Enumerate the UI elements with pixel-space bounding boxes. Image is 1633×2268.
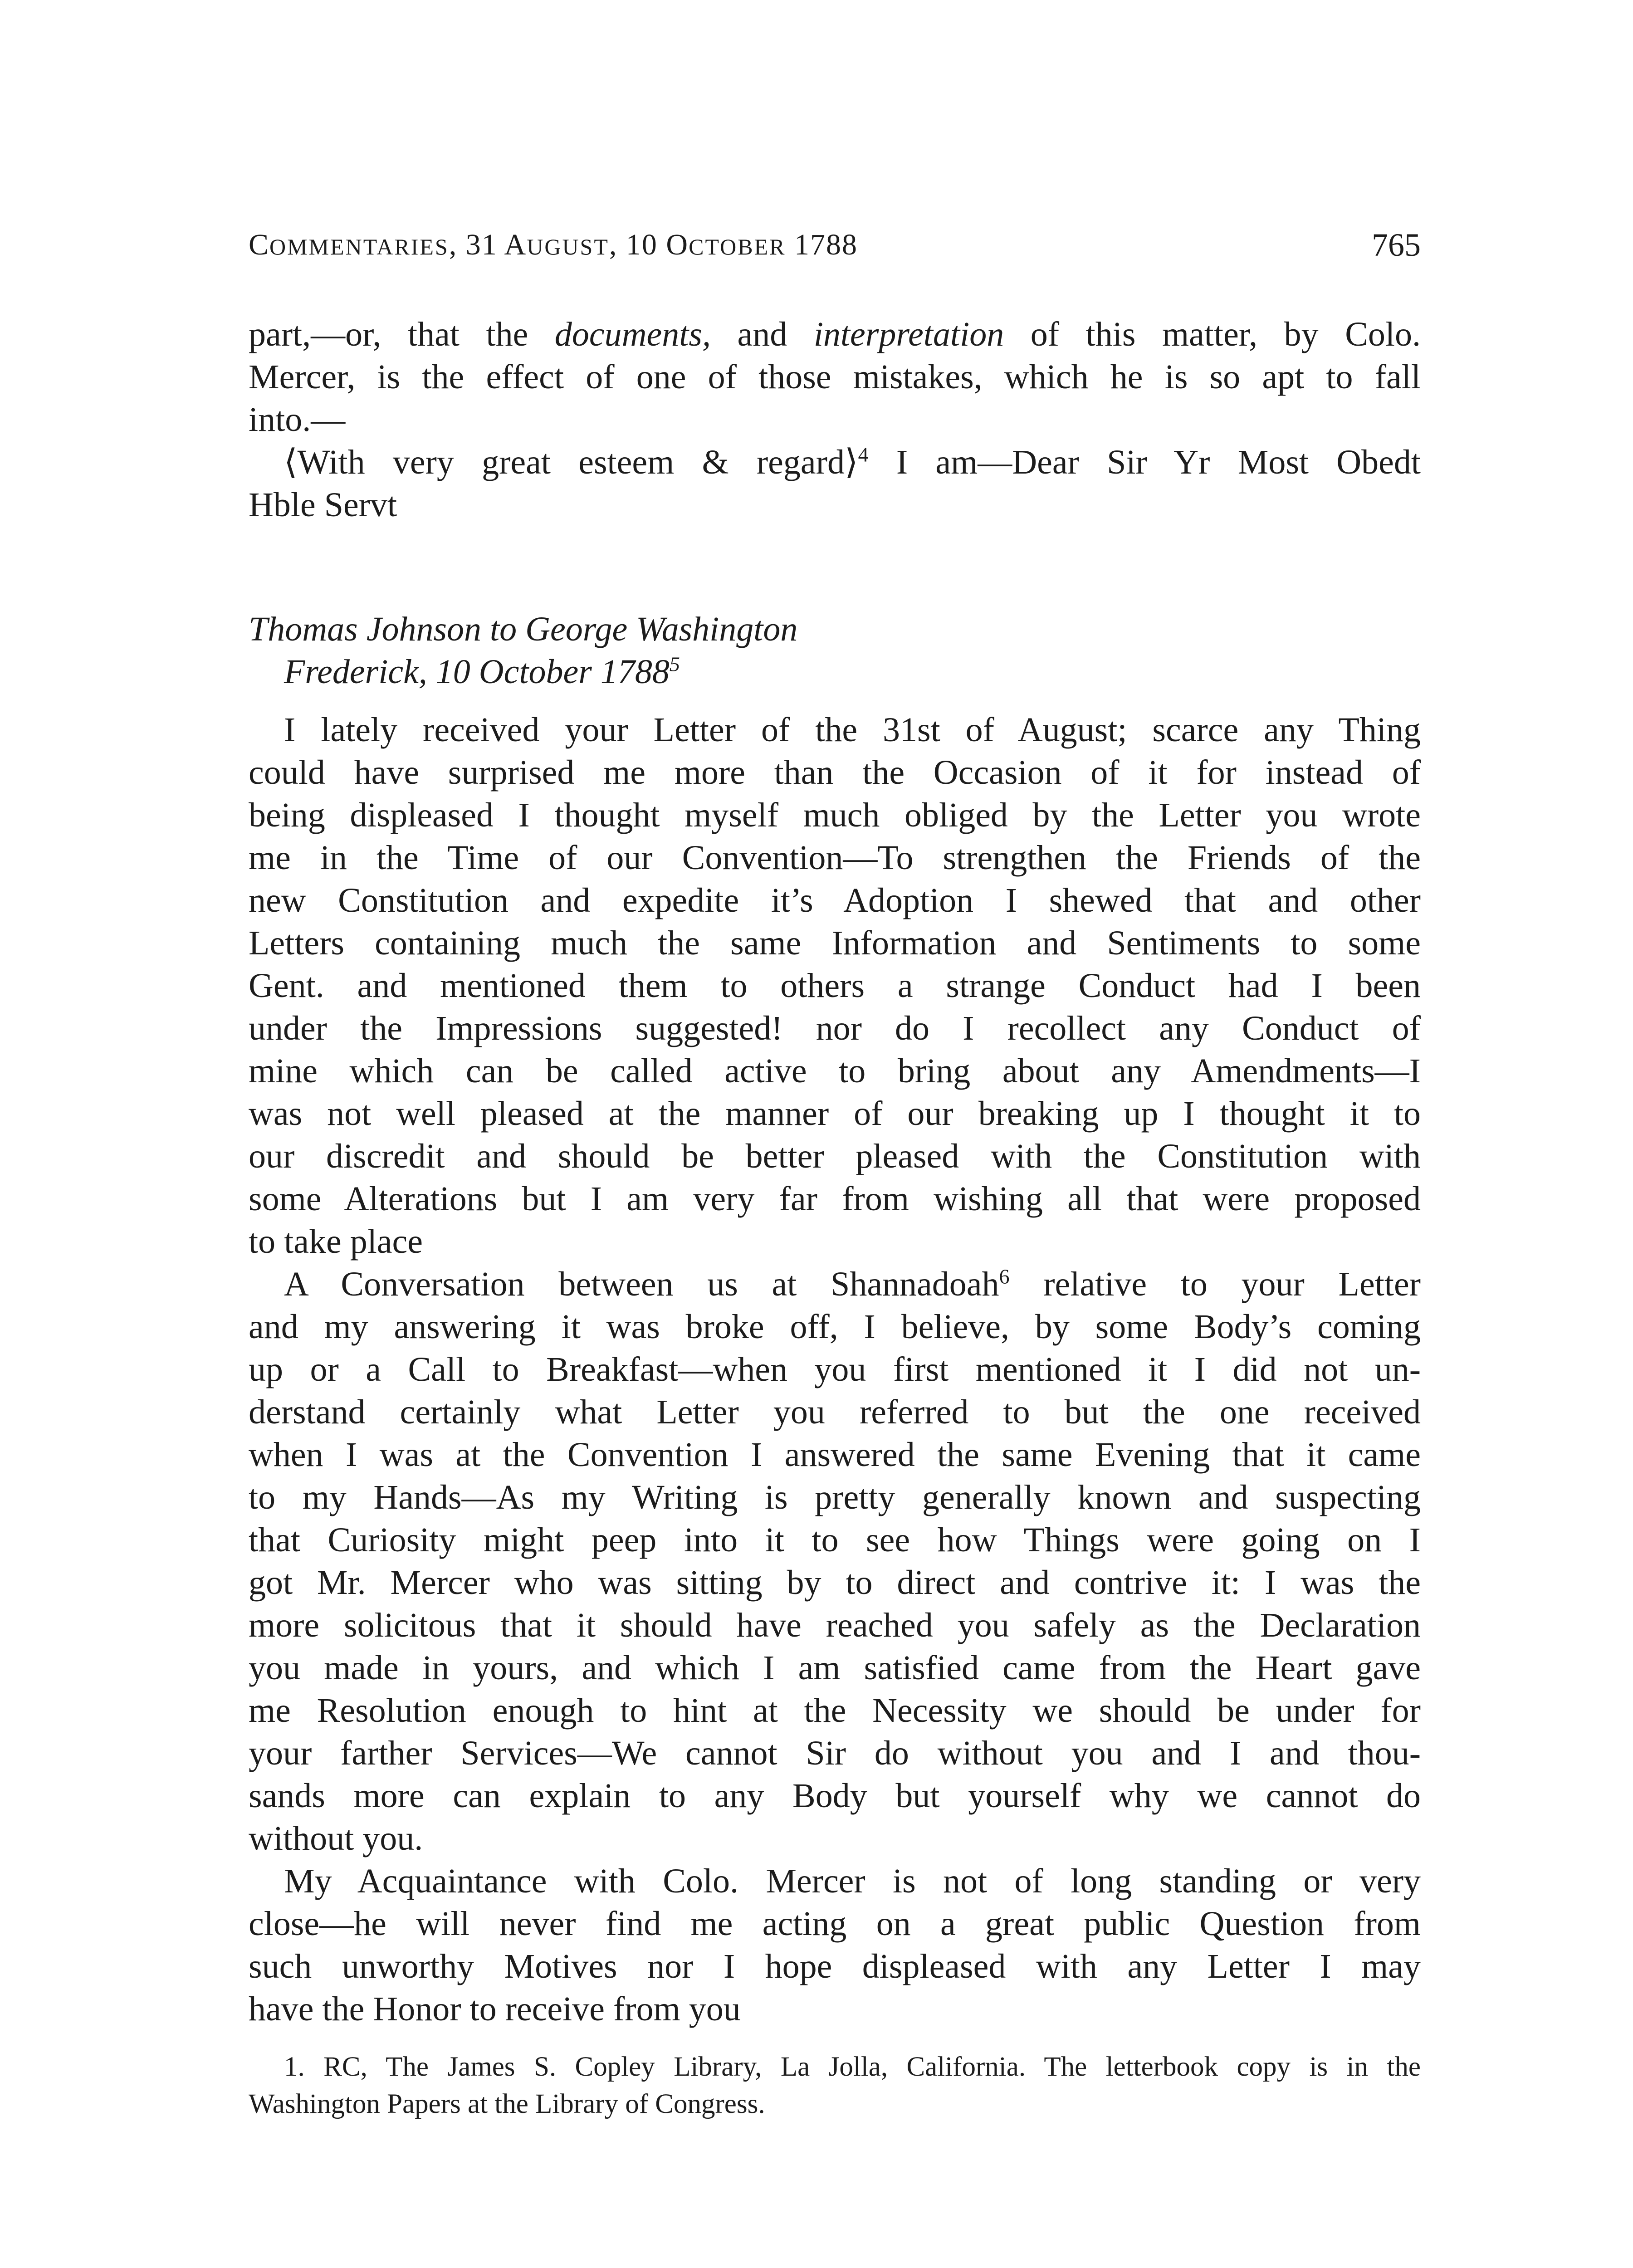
page-number: 765 xyxy=(1372,227,1421,263)
valediction: ⟨With very great esteem & regard⟩$^4$ I am—Dear Sir Yr Most Obedt xyxy=(284,443,1421,481)
text-line: into.— xyxy=(249,401,346,439)
text-line: more solicitous that it should have reached you safely as the Declaration xyxy=(249,1606,1421,1644)
paragraph-2 xyxy=(249,1263,1421,1860)
text-line: me in the Time of our Convention—To strengthen the Friends of the xyxy=(249,839,1421,877)
text-line: our discredit and should be better pleased with the Constitution with xyxy=(249,1137,1421,1175)
text-line: sands more can explain to any Body but yourself why we cannot do xyxy=(249,1777,1421,1815)
running-head xyxy=(249,218,1421,272)
previous-letter-closing xyxy=(249,313,1421,526)
letter-title: Thomas Johnson to George Washington xyxy=(249,610,798,648)
text-line: up or a Call to Breakfast—when you first mentioned it I did not un- xyxy=(249,1350,1421,1388)
text-line: new Constitution and expedite it’s Adoption I shewed that and other xyxy=(249,881,1421,919)
text-line: you made in yours, and which I am satisfied came from the Heart gave xyxy=(249,1649,1421,1687)
text-line: me Resolution enough to hint at the Necessity we should be under for xyxy=(249,1691,1421,1730)
text-line: some Alterations but I am very far from wishing all that were proposed xyxy=(249,1180,1421,1218)
text-line: without you. xyxy=(249,1819,423,1857)
note-reference: 5 xyxy=(669,652,680,676)
text-line: derstand certainly what Letter you referred to but the one received xyxy=(249,1393,1421,1431)
text-line: your farther Services—We cannot Sir do without you and I and thou- xyxy=(249,1734,1421,1772)
text-line: under the Impressions suggested! nor do I recollect any Conduct of xyxy=(249,1009,1421,1047)
text-line: My Acquaintance with Colo. Mercer is not of long standing or very xyxy=(284,1862,1421,1900)
text-line: Mercer, is the effect of one of those mistakes, which he is so apt to fall xyxy=(249,358,1421,396)
text-line: A Conversation between us at Shannadoah$^6$ relative to your Letter xyxy=(284,1265,1421,1303)
letter-heading xyxy=(249,608,1421,693)
text-line: to take place xyxy=(249,1222,423,1261)
text-line: and my answering it was broke off, I believe, by some Body’s coming xyxy=(249,1308,1421,1346)
text-line: being displeased I thought myself much obliged by the Letter you wrote xyxy=(249,796,1421,834)
footnote xyxy=(249,2048,1421,2123)
valediction-end: Hble Servt xyxy=(249,486,397,524)
paragraph-3 xyxy=(249,1860,1421,2030)
note-reference: 4 xyxy=(858,443,869,466)
text-line: Gent. and mentioned them to others a strange Conduct had I been xyxy=(249,967,1421,1005)
text-line: mine which can be called active to bring about any Amendments—I xyxy=(249,1052,1421,1090)
letter-dateline: Frederick, 10 October 1788$^5$ xyxy=(284,652,680,691)
text-line: Letters containing much the same Information and Sentiments to some xyxy=(249,924,1421,962)
text-line: I lately received your Letter of the 31st of August; scarce any Thing xyxy=(284,711,1421,749)
text-line: that Curiosity might peep into it to see how Things were going on I xyxy=(249,1521,1421,1559)
text-line: got Mr. Mercer who was sitting by to direct and contrive it: I was the xyxy=(249,1564,1421,1602)
note-reference: 6 xyxy=(999,1265,1010,1288)
text-line: to my Hands—As my Writing is pretty generally known and suspecting xyxy=(249,1478,1421,1516)
text-line: have the Honor to receive from you xyxy=(249,1990,741,2028)
footnote-line: Washington Papers at the Library of Congress. xyxy=(249,2089,765,2119)
text-line: such unworthy Motives nor I hope displeased with any Letter I may xyxy=(249,1947,1421,1985)
text-line: was not well pleased at the manner of our breaking up I thought it to xyxy=(249,1095,1421,1133)
text-line: when I was at the Convention I answered the same Evening that it came xyxy=(249,1436,1421,1474)
text-line: could have surprised me more than the Occasion of it for instead of xyxy=(249,753,1421,792)
text-line: part,—or, that the documents, and interpretation of this matter, by Colo. xyxy=(249,315,1421,353)
paragraph-1 xyxy=(249,709,1421,1263)
text-line: close—he will never find me acting on a great public Question from xyxy=(249,1905,1421,1943)
footnote-line: 1. RC, The James S. Copley Library, La Jolla, California. The letterbook copy is in the xyxy=(284,2052,1421,2082)
running-head-title: COMMENTARIES, 31 AUGUST, 10 OCTOBER 1788 xyxy=(249,228,858,261)
body-text xyxy=(249,313,1421,2123)
